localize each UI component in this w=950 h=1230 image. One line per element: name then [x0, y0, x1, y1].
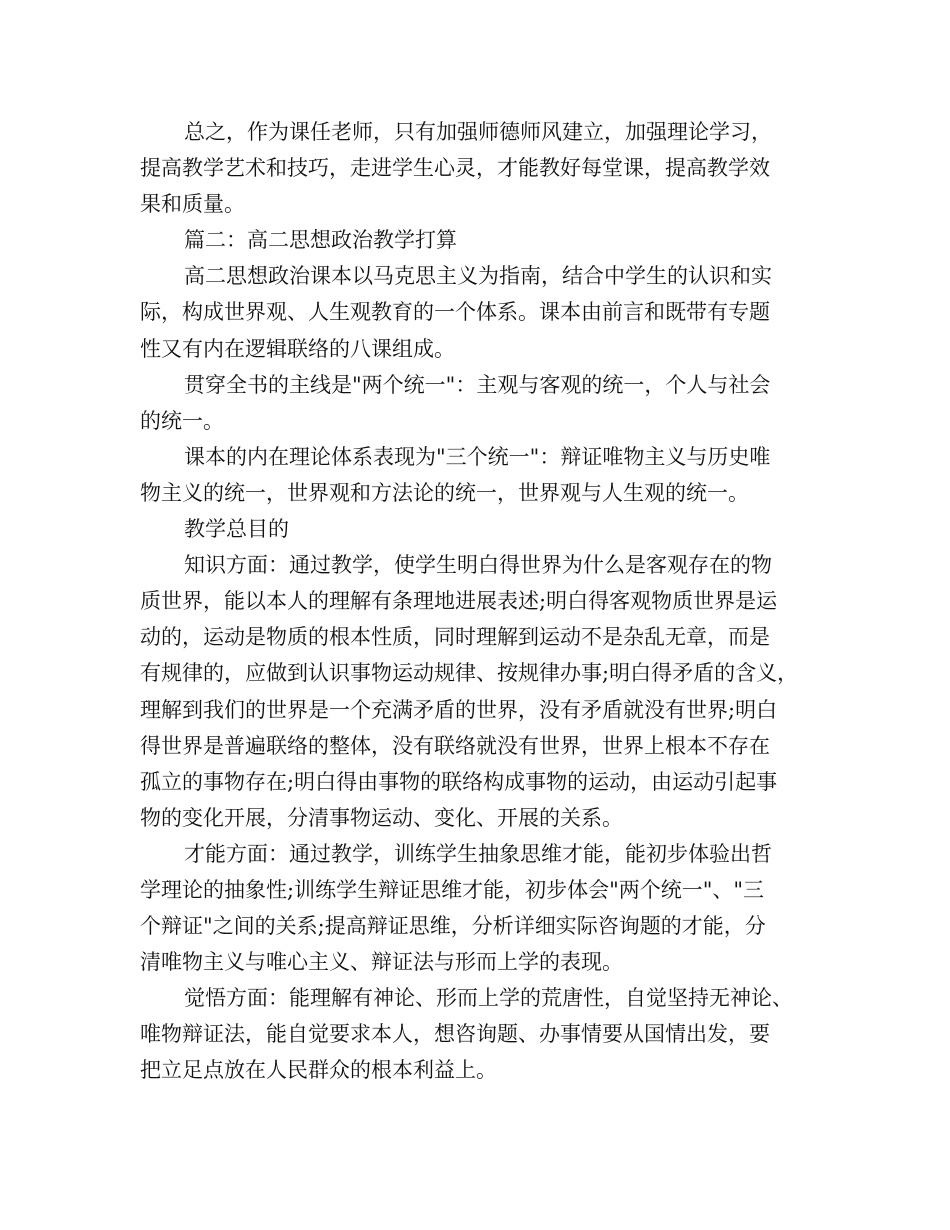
text-line: 课本的内在理论体系表现为"三个统一"：辩证唯物主义与历史唯 [184, 444, 771, 469]
text-line: 清唯物主义与唯心主义、辩证法与形而上学的表现。 [140, 950, 623, 975]
paragraph-ability [140, 836, 820, 980]
text-line: 总之，作为课任老师，只有加强师德师风建立，加强理论学习， [184, 120, 772, 144]
goals-heading [140, 511, 820, 547]
text-line: 质世界，能以本人的理解有条理地进展表述;明白得客观物质世界是运 [140, 589, 778, 614]
text-line: 孤立的事物存在;明白得由事物的联络构成事物的运动，由运动引起事 [140, 769, 778, 794]
text-line: 物主义的统一，世界观和方法论的统一，世界观与人生观的统一。 [140, 480, 749, 505]
document-body [140, 114, 820, 1089]
text-line: 贯穿全书的主线是"两个统一"：主观与客观的统一，个人与社会 [184, 372, 771, 397]
text-line: 唯物辩证法，能自觉要求本人，想咨询题、办事情要从国情出发，要 [140, 1022, 770, 1047]
text-line: 物的变化开展，分清事物运动、变化、开展的关系。 [140, 805, 623, 830]
text-line: 个辩证"之间的关系;提高辩证思维，分析详细实际咨询题的才能，分 [140, 914, 766, 939]
text-line: 动的，运动是物质的根本性质，同时理解到运动不是杂乱无章，而是 [140, 625, 770, 650]
text-line: 提高教学艺术和技巧，走进学生心灵，才能教好每堂课，提高教学效 [140, 156, 770, 181]
text-line: 性又有内在逻辑联络的八课组成。 [140, 336, 455, 361]
paragraph-theory-system [140, 439, 820, 511]
section-heading-text: 篇二：高二思想政治教学打算 [184, 228, 457, 253]
paragraph-main-thread [140, 367, 820, 439]
text-line: 高二思想政治课本以马克思主义为指南，结合中学生的认识和实 [184, 264, 772, 289]
text-line: 际，构成世界观、人生观教育的一个体系。课本由前言和既带有专题 [140, 300, 770, 325]
text-line: 学理论的抽象性;训练学生辩证思维才能，初步体会"两个统一"、"三 [140, 877, 765, 902]
paragraph-awareness [140, 980, 820, 1088]
section-heading [140, 222, 820, 258]
text-line: 觉悟方面：能理解有神论、形而上学的荒唐性，自觉坚持无神论、 [184, 986, 793, 1011]
text-line: 把立足点放在人民群众的根本利益上。 [140, 1058, 497, 1083]
text-line: 知识方面：通过教学，使学生明白得世界为什么是客观存在的物 [184, 553, 772, 578]
text-line: 有规律的，应做到认识事物运动规律、按规律办事;明白得矛盾的含义， [140, 661, 799, 686]
text-line: 的统一。 [140, 408, 224, 433]
text-line: 得世界是普遍联络的整体，没有联络就没有世界，世界上根本不存在 [140, 733, 770, 758]
goals-heading-text: 教学总目的 [184, 517, 289, 542]
paragraph-intro [140, 258, 820, 366]
paragraph-knowledge [140, 547, 820, 836]
text-line: 理解到我们的世界是一个充满矛盾的世界，没有矛盾就没有世界;明白 [140, 697, 778, 722]
text-line: 果和质量。 [140, 192, 245, 217]
text-line: 才能方面：通过教学，训练学生抽象思维才能，能初步体验出哲 [184, 841, 772, 866]
paragraph-conclusion [140, 114, 820, 222]
